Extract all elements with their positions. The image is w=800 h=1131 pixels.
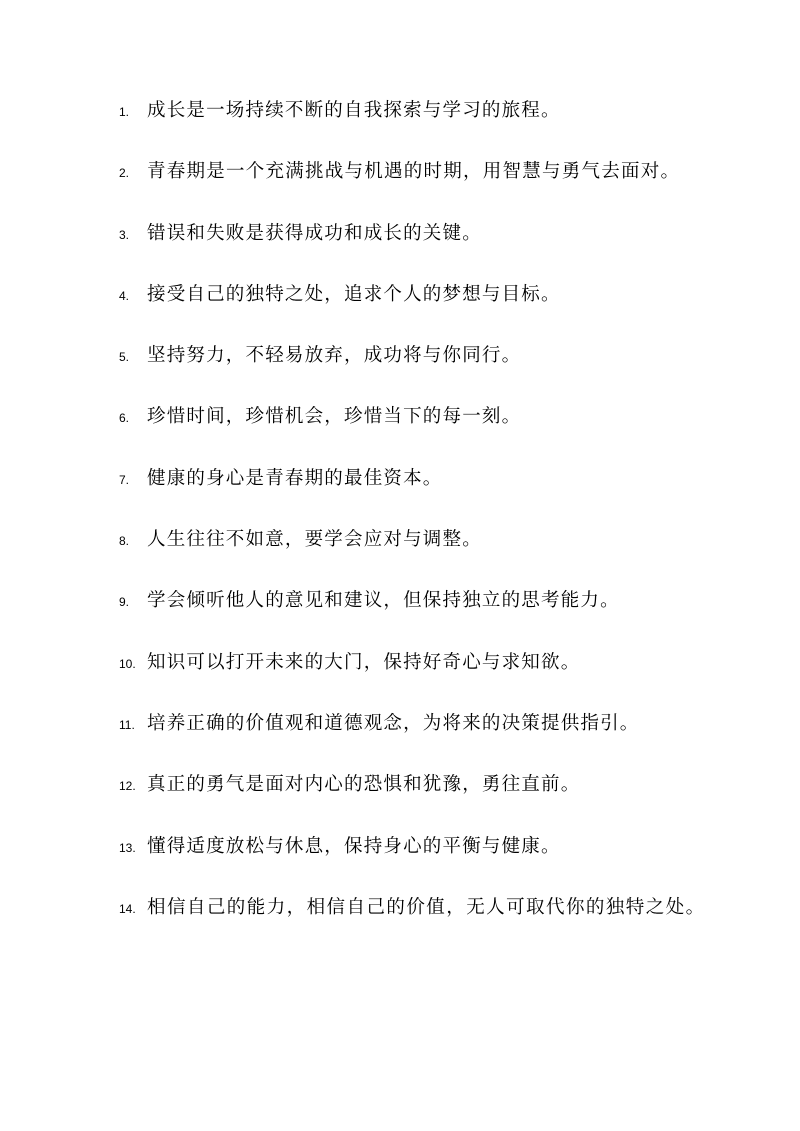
item-number: 10. <box>119 656 136 671</box>
item-text: 人生往往不如意，要学会应对与调整。 <box>147 529 482 551</box>
item-text: 学会倾听他人的意见和建议，但保持独立的思考能力。 <box>147 590 620 612</box>
item-number: 8. <box>119 534 130 549</box>
item-number: 4. <box>119 288 130 303</box>
list-item <box>119 763 719 807</box>
item-text: 培养正确的价值观和道德观念，为将来的决策提供指引。 <box>147 712 640 734</box>
item-number: 12. <box>119 779 136 794</box>
item-text: 成长是一场持续不断的自我探索与学习的旅程。 <box>147 100 561 121</box>
item-text: 珍惜时间，珍惜机会，珍惜当下的每一刻。 <box>147 406 522 428</box>
item-number: 13. <box>119 840 136 855</box>
item-text: 健康的身心是青春期的最佳资本。 <box>147 467 443 489</box>
item-text: 接受自己的独特之处，追求个人的梦想与目标。 <box>147 283 561 305</box>
item-text: 相信自己的能力，相信自己的价值，无人可取代你的独特之处。 <box>147 896 706 918</box>
list-item <box>119 886 719 930</box>
quote-list <box>119 89 719 947</box>
item-text: 懂得适度放松与休息，保持身心的平衡与健康。 <box>147 835 561 857</box>
list-item <box>119 457 719 501</box>
item-text: 错误和失败是获得成功和成长的关键。 <box>147 222 482 244</box>
item-number: 5. <box>119 350 130 365</box>
item-number: 14. <box>119 901 136 916</box>
item-text: 真正的勇气是面对内心的恐惧和犹豫，勇往直前。 <box>147 774 581 796</box>
item-number: 2. <box>119 166 130 181</box>
item-number: 7. <box>119 472 130 487</box>
list-item <box>119 273 719 317</box>
list-item <box>119 150 719 194</box>
item-number: 1. <box>119 105 130 119</box>
list-item <box>119 579 719 623</box>
item-text: 知识可以打开未来的大门，保持好奇心与求知欲。 <box>147 651 581 673</box>
list-item <box>119 212 719 256</box>
item-number: 9. <box>119 595 130 610</box>
list-item <box>119 702 719 746</box>
item-text: 青春期是一个充满挑战与机遇的时期，用智慧与勇气去面对。 <box>147 161 681 183</box>
item-number: 3. <box>119 227 130 242</box>
list-item <box>119 518 719 562</box>
item-number: 11. <box>119 717 135 732</box>
item-number: 6. <box>119 411 130 426</box>
list-item <box>119 641 719 685</box>
list-item <box>119 89 719 133</box>
list-item <box>119 825 719 869</box>
list-item <box>119 395 719 439</box>
list-item <box>119 334 719 378</box>
item-text: 坚持努力，不轻易放弃，成功将与你同行。 <box>147 345 522 367</box>
